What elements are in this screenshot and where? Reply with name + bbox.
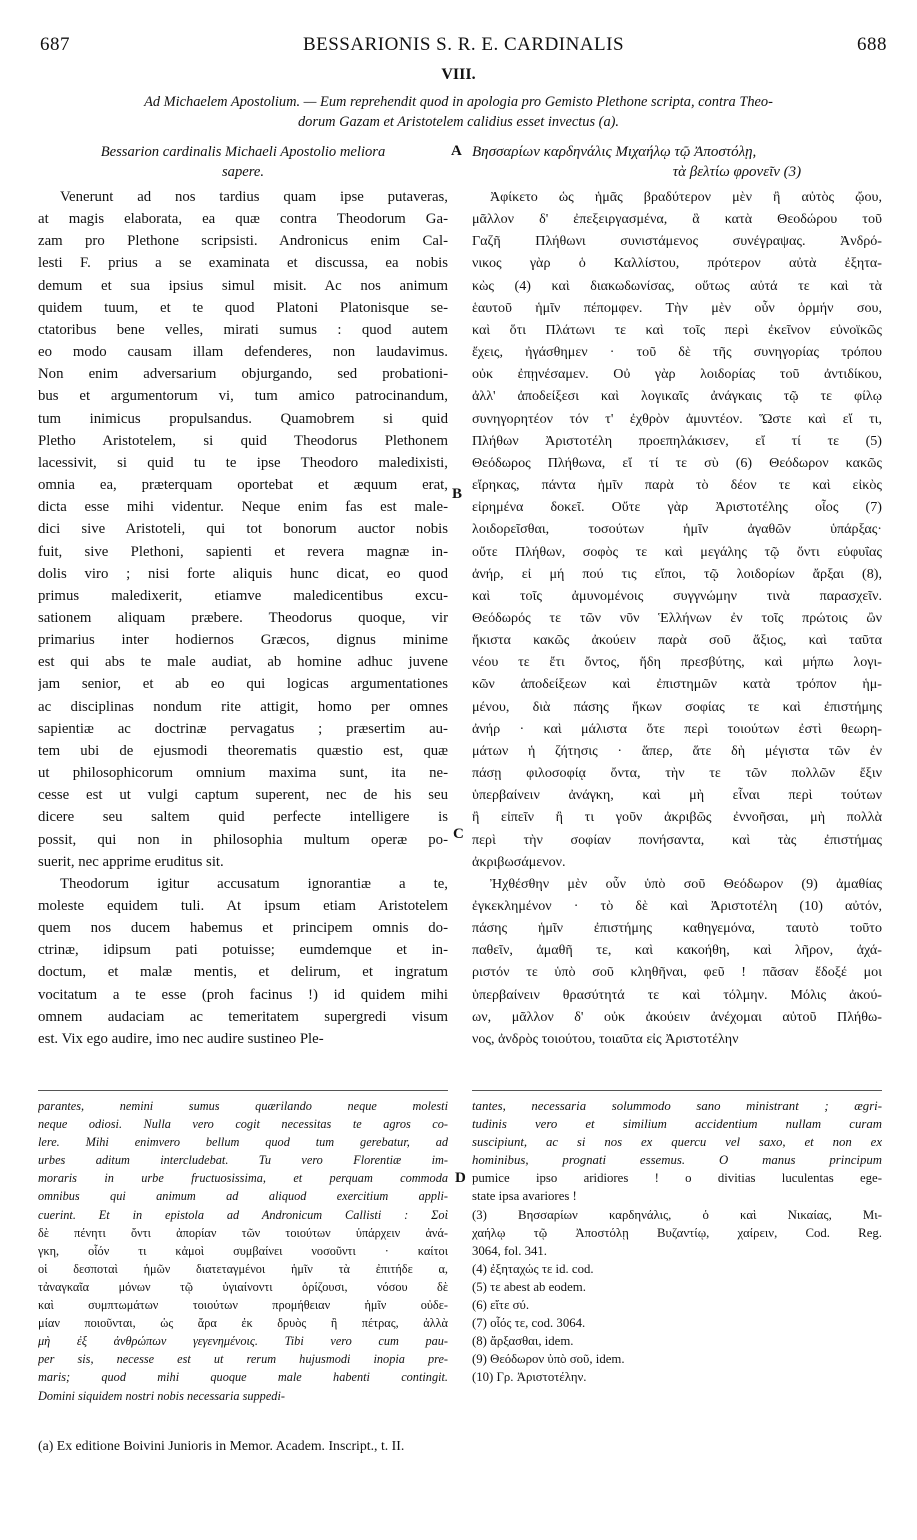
salutation-line: τὰ βελτίω φρονεῖν (3) bbox=[672, 164, 802, 180]
latin-text-line: est. Vix ego audire, imo nec audire sustineo Ple- bbox=[38, 1030, 324, 1047]
latin-text-line: eo modo causam illam defenderes, non laudavimus. bbox=[38, 344, 448, 361]
chapter-number: VIII. bbox=[441, 66, 476, 83]
argument-line: dorum Gazam et Aristotelem calidius esset invectus (a). bbox=[297, 114, 620, 130]
greek-text-line: Θεόδωρός τε τῶν νῦν Ἑλλήνων ἐν τοῖς πρώτοις ὢν bbox=[472, 609, 882, 626]
salutation-line: Βησσαρίων καρδηνάλις Μιχαήλῳ τῷ Ἀποστόλῃ, bbox=[472, 144, 757, 160]
greek-text-line: συνηγορητέον τόν τ' ἐχθρὸν ἀμυντέον. Ὥστε καὶ εἴ τι, bbox=[472, 410, 882, 427]
latin-text-line: ac disciplinas nondum rite attigit, homo per omnes bbox=[38, 698, 448, 715]
latin-text-line: fuit, sive Plethoni, sapienti et revera magnæ in- bbox=[38, 543, 448, 560]
note-line: (6) εἴτε σύ. bbox=[472, 1298, 530, 1313]
greek-text-line: ων, μᾶλλον δ' οὐκ ἀκούειν ἀνέχομαι αὐτοῦ Πλήθω- bbox=[472, 1008, 882, 1025]
right-notes bbox=[472, 1097, 882, 1387]
greek-column bbox=[472, 142, 882, 182]
note-line: suscipiunt, ac si nos ex quercu vel saxo, et non ex bbox=[472, 1135, 882, 1150]
note-line: maris; quod mihi quoque male habenti contingit. bbox=[38, 1370, 448, 1385]
note-line: χαήλῳ τῷ Ἀποστόλῃ Βυζαντίῳ, χαίρειν, Cod. Reg. bbox=[472, 1225, 882, 1240]
latin-text-line: quem nos ducem habemus et principem omnis do- bbox=[38, 920, 448, 937]
greek-body bbox=[472, 186, 882, 1050]
latin-text-line: tem ubi de ejusmodi theorematis quæstio est, quæ bbox=[38, 742, 448, 759]
latin-text-line: cesse est ut vulgi captum superent, nec de his seu bbox=[38, 787, 448, 804]
note-line: moraris in urbe fructuosissima, et perquam commoda bbox=[38, 1171, 448, 1186]
latin-body bbox=[38, 186, 448, 1050]
latin-text-line: bus et argumentorum vi, tum amico patrocinandum, bbox=[38, 388, 448, 405]
note-line: τἀναγκαῖα μόνων τῷ ὑγιαίνοντι ὁρίζουσι, νόσου δὲ bbox=[38, 1279, 448, 1294]
latin-text-line: sationem aliquam præbere. Theodorus quoque, vir bbox=[38, 609, 448, 626]
latin-text-line: Non enim adversarium objurgando, sed probationi- bbox=[38, 366, 448, 383]
salutation-line: sapere. bbox=[221, 164, 264, 180]
greek-text-line: οὐκ ἐπῃνέσαμεν. Οὐ γὰρ λοιδορίας τοῦ ἀντιδίκου, bbox=[472, 366, 882, 383]
note-line: omnibus qui animum ad aliquod exercitium appli- bbox=[38, 1189, 448, 1204]
latin-text-line: dolis viro ; nisi forte aliquis hunc dicat, eo quod bbox=[38, 565, 448, 582]
note-line: lere. Mihi enimvero bellum quod tum gerebatur, ad bbox=[38, 1135, 448, 1150]
note-line: neque odiosi. Nulla vero cogit necessitas te agros co- bbox=[38, 1117, 448, 1132]
margin-marker-d: D bbox=[455, 1170, 466, 1186]
greek-text-line: ὑπερβαίνειν θρασύτητά τε καὶ τόλμην. Μόλις ἀκού- bbox=[472, 986, 882, 1003]
note-line: Domini siquidem nostri nobis necessaria suppedi- bbox=[38, 1388, 285, 1403]
latin-text-line: ctatoribus bene velles, mirati sumus : quod autem bbox=[38, 321, 448, 338]
latin-text-line: ctrinæ, idipsum pati potuisse; eumdemque et in- bbox=[38, 942, 448, 959]
greek-text-line: ἀνήρ, εἰ μή πού τις εἴποι, τῷ λοιδορίων ἄρξαι (8), bbox=[472, 565, 882, 582]
latin-text-line: ut philosophicorum omnium maxima sunt, ita ne- bbox=[38, 765, 448, 782]
note-line: urbes aditum intercludebat. Tu vero Florentiæ im- bbox=[38, 1153, 448, 1168]
greek-text-line: μᾶλλον δ' ἐπεξειργασμένα, ἃ κατὰ Θεοδώρου τοῦ bbox=[472, 211, 882, 228]
latin-salutation bbox=[38, 142, 448, 182]
greek-text-line: νος, ἀνδρὸς τοιούτου, τοιαῦτα εἰς Ἀριστοτέλην bbox=[472, 1030, 739, 1047]
latin-text-line: at magis elaborata, ea quæ contra Theodorum Ga- bbox=[38, 211, 448, 228]
notes-divider-right bbox=[472, 1090, 882, 1091]
argument-line: Ad Michaelem Apostolium. — Eum reprehendit quod in apologia pro Gemisto Plethone scripta, contra Theo- bbox=[144, 94, 773, 110]
notes-divider-left bbox=[38, 1090, 448, 1091]
note-line: δὲ πένητι ὄντι ἀπορίαν τῶν τοιούτων ὑπάρχειν ἀνά- bbox=[38, 1225, 448, 1240]
latin-text-line: vocitatum a te esse (proh facinus !) id quidem mihi bbox=[38, 986, 448, 1003]
note-line: μίαν ποιοῦνται, ὡς ἄρα ἐκ δρυὸς ἢ πέτρας, ἀλλὰ bbox=[38, 1316, 448, 1331]
greek-text-line: ἀλλ' ἀποδείξεσι καὶ λογικαῖς ἀνάγκαις τῷ τε φίλῳ bbox=[472, 388, 882, 405]
greek-text-line: καὶ τοῖς ἀμυνομένοις συγγνώμην τινὰ παρασχεῖν. bbox=[472, 587, 882, 604]
greek-text-line: ἔχεις, ἠγάσθημεν · τοῦ δὲ τῆς συνηγορίας τρόπου bbox=[472, 344, 882, 361]
margin-marker-c: C bbox=[453, 826, 464, 842]
greek-salutation bbox=[472, 142, 882, 182]
note-line: per sis, necesse est ut rerum hujusmodi inopia pre- bbox=[38, 1352, 448, 1367]
latin-text-line: suerit, nec apprime eruditus sit. bbox=[38, 853, 224, 870]
greek-text-line: ἢ εἰπεῖν ἢ τι γοῦν ἀκριβῶς ἐννοῆσαι, μὴ πολλὰ bbox=[472, 809, 882, 826]
latin-text-line: Pletho Aristotelem, si quid Theodorus Plethonem bbox=[38, 432, 448, 449]
greek-text-line: πάσης ἡμῖν ἐπιστήμης καθηγεμόνα, ταυτὸ τοῦτο bbox=[472, 920, 882, 937]
latin-column bbox=[38, 142, 448, 182]
latin-text-line: Venerunt ad nos tardius quam ipse putaveras, bbox=[60, 189, 448, 205]
running-header bbox=[40, 34, 887, 58]
latin-text-line: est qui abs te male audiat, ab homine adhuc juvene bbox=[38, 654, 448, 671]
note-line: οἱ δεσποταὶ ἡμῶν διατεταγμένοι ἡμῖν τὰ ἐπιτήδε α, bbox=[38, 1261, 448, 1276]
greek-text-line: ἀνήρ · καὶ μάλιστα ὅτε περὶ τοιούτων ἐστὶ θεωρη- bbox=[472, 720, 882, 737]
latin-text-line: quidem tuum, et te quod Platoni Platonisque se- bbox=[38, 299, 448, 316]
latin-text-line: lesti F. prius a se examinata et discussa, ea nobis bbox=[38, 255, 448, 272]
greek-text-line: παθεῖν, ἀμαθῆ τε, καὶ κακοήθη, καὶ λῆρον, ἀχά- bbox=[472, 942, 882, 959]
note-line: hominibus, prognati essemus. O manus principum bbox=[472, 1153, 882, 1168]
page-number-left: 687 bbox=[40, 34, 70, 55]
margin-marker-a: A bbox=[451, 143, 462, 159]
note-line: state ipsa avariores ! bbox=[472, 1189, 577, 1204]
note-line: cuerint. Et in epistola ad Andronicum Callisti : Σοὶ bbox=[38, 1207, 448, 1222]
greek-text-line: Γαζῆ Πλήθωνι συνιστάμενος συνέγραψας. Ἀνδρό- bbox=[472, 233, 882, 250]
latin-text-line: dicere seu saltem quid perfecte intelligere is bbox=[38, 809, 448, 826]
footnote: (a) Ex editione Boivini Junioris in Memor. Academ. Inscript., t. II. bbox=[38, 1438, 405, 1453]
note-line: (3) Βησσαρίων καρδηνάλις, ὁ καὶ Νικαίας, Μι- bbox=[472, 1207, 882, 1222]
greek-text-line: Θεόδωρος Πλήθωνα, εἴ τί τε σὺ (6) Θεόδωρον κακῶς bbox=[472, 454, 882, 471]
note-line: γκη, οἷόν τι κἀμοὶ συμβαίνει νοσοῦντι · καίτοι bbox=[38, 1243, 448, 1258]
greek-text-line: ριστόν τε ὑπὸ σοῦ κληθῆναι, φεῦ ! πᾶσαν ἔδοξέ μοι bbox=[472, 964, 882, 981]
greek-text-line: εἴρηκας, πάντα ἡμῖν παρὰ τὸ δέον τε καὶ εἰκὸς bbox=[472, 477, 882, 494]
note-line: (9) Θεόδωρον ὑπὸ σοῦ, idem. bbox=[472, 1352, 625, 1367]
latin-text-line: tum inimicus propulsandus. Quamobrem si quid bbox=[38, 410, 448, 427]
note-line: tudinis vero et similium accidentium nullam curam bbox=[472, 1117, 882, 1132]
note-line: (4) ἐξηταχώς τε id. cod. bbox=[472, 1261, 594, 1276]
left-notes bbox=[38, 1097, 448, 1405]
greek-text-line: νικος γὰρ ὁ Καλλίστου, πρότερον αὐτὰ ἐξητα- bbox=[472, 255, 882, 272]
latin-text-line: primarius inter hodiernos Græcos, dignus minime bbox=[38, 632, 448, 649]
letter-argument bbox=[38, 92, 879, 132]
latin-text-line: dicta esse mihi videntur. Neque enim fas est male- bbox=[38, 499, 448, 516]
note-line: (5) τε abest ab eodem. bbox=[472, 1279, 586, 1294]
note-line: tantes, necessaria solummodo sano ministrant ; ægri- bbox=[472, 1099, 882, 1113]
note-line: καὶ συμπτωμάτων τοιούτων προμήθειαν ἡμῖν οὐδε- bbox=[38, 1298, 448, 1313]
latin-text-line: jam senior, et ab eo qui logicas argumentationes bbox=[38, 676, 448, 693]
note-line: μὴ ἐξ ἀνθρώπων γεγενημένοις. Tibi vero cum pau- bbox=[38, 1334, 448, 1349]
greek-text-line: ἥκιστα κακῶς ἀκούειν παρὰ σοῦ ἄξιος, καὶ ταῦτα bbox=[472, 632, 882, 649]
greek-text-line: μένου, διὰ πάσης ἥκων σοφίας τε καὶ ἐπιστήμης bbox=[472, 698, 882, 715]
latin-text-line: lacessivit, si quid tu te ipse Theodoro maledixisti, bbox=[38, 454, 448, 471]
latin-text-line: zam pro Plethone scripsisti. Andronicus enim Cal- bbox=[38, 233, 448, 250]
greek-text-line: Ἠχθέσθην μὲν οὖν ὑπὸ σοῦ Θεόδωρον (9) ἀμαθίας bbox=[490, 875, 882, 892]
greek-text-line: εἰρημένα δοκεῖ. Οὔτε γὰρ Ἀριστοτέλης οἷος (7) bbox=[472, 499, 882, 516]
page-number-right: 688 bbox=[857, 34, 887, 55]
latin-text-line: sapientiæ ac doctrinæ pervagatus ; præsertim au- bbox=[38, 720, 448, 737]
greek-text-line: ἐγκεκλημένον · τὸ δὲ καὶ Ἀριστοτέλη (10) αὐτόν, bbox=[472, 898, 882, 914]
salutation-line: Bessarion cardinalis Michaeli Apostolio meliora bbox=[100, 144, 386, 160]
greek-text-line: Ἀφίκετο ὡς ἡμᾶς βραδύτερον μὲν ἢ αὐτὸς ᾤου, bbox=[490, 189, 882, 205]
greek-text-line: περὶ τὴν σοφίαν πονήσαντα, καὶ τὰς ἐπιστήμας bbox=[472, 831, 882, 848]
latin-text-line: demum et sua ipsius simul misit. Ac nos animum bbox=[38, 277, 448, 294]
greek-text-line: καὶ ὅτι Πλάτωνι τε καὶ τοῖς περὶ ἐκεῖνον εὐνοϊκῶς bbox=[472, 321, 882, 338]
greek-text-line: ἑαυτοῦ ἡμῖν πέπομφεν. Τὴν μὲν οὖν ὁρμήν σου, bbox=[472, 299, 882, 316]
margin-marker-b: B bbox=[452, 486, 463, 502]
note-line: (8) ἄρξασθαι, idem. bbox=[472, 1334, 574, 1349]
latin-text-line: moleste equidem tuli. At ipsum etiam Aristotelem bbox=[38, 898, 448, 914]
latin-text-line: dici sive Aristoteli, qui tot bonorum auctor nobis bbox=[38, 521, 448, 538]
running-title: BESSARIONIS S. R. E. CARDINALIS bbox=[302, 34, 625, 55]
greek-text-line: μάτων ἡ ζήτησις · ἅπερ, ἅτε δὴ μέγιστα τῶν ἐν bbox=[472, 742, 882, 759]
note-line: pumice ipso aridiores ! o divitias luculentas ege- bbox=[472, 1171, 882, 1186]
latin-text-line: omnia ea, præterquam oportebat et æquum erat, bbox=[38, 477, 448, 494]
greek-text-line: Πλήθων Ἀριστοτέλη προεπηλάκισεν, εἴ τί τε (5) bbox=[472, 432, 882, 449]
note-line: parantes, nemini sumus quærilando neque molesti bbox=[38, 1099, 448, 1113]
greek-text-line: ὑπερβαίνειν ἀνάγκη, καὶ μὴ εἶναι περὶ τούτων bbox=[472, 787, 882, 804]
latin-text-line: doctum, et malæ mentis, et delirum, et ingratum bbox=[38, 964, 448, 981]
note-line: 3064, fol. 341. bbox=[472, 1243, 548, 1258]
greek-text-line: κὼς (4) καὶ διακωδωνίσας, οὕτως αὐτά τε καὶ τὰ bbox=[472, 277, 882, 294]
greek-text-line: οὔτε Πλήθων, σοφὸς τε καὶ μεγάλης τῷ ὄντι εὐφυΐας bbox=[472, 543, 882, 560]
greek-text-line: ἀκριβωσάμενον. bbox=[472, 853, 566, 870]
greek-text-line: πάσῃ φιλοσοφίᾳ ὄντα, τὴν τε τῶν πολλῶν ἔξιν bbox=[472, 765, 882, 782]
latin-text-line: possit, qui non in philosophia multum operæ po- bbox=[38, 831, 448, 848]
latin-text-line: Theodorum igitur accusatum ignorantiæ a te, bbox=[60, 875, 448, 892]
latin-text-line: omnem audaciam ac temeritatem supergredi visum bbox=[38, 1008, 448, 1025]
note-line: (7) οἷός τε, cod. 3064. bbox=[472, 1316, 586, 1331]
note-line: (10) Γρ. Ἀριστοτέλην. bbox=[472, 1370, 587, 1385]
greek-text-line: κῶν ἀποδείξεων καὶ ἐπιστημῶν κατὰ τρόπον ἡμ- bbox=[472, 676, 882, 693]
greek-text-line: νέου τε ἔτι ὄντος, ἤδη πρεσβύτης, καὶ μήπω λογι- bbox=[472, 654, 882, 671]
greek-text-line: λοιδορεῖσθαι, τοσούτων ἡμῖν ἀγαθῶν ὑπάρξας· bbox=[472, 521, 882, 538]
latin-text-line: primus maledixerit, etiamve maledicentibus excu- bbox=[38, 587, 448, 604]
